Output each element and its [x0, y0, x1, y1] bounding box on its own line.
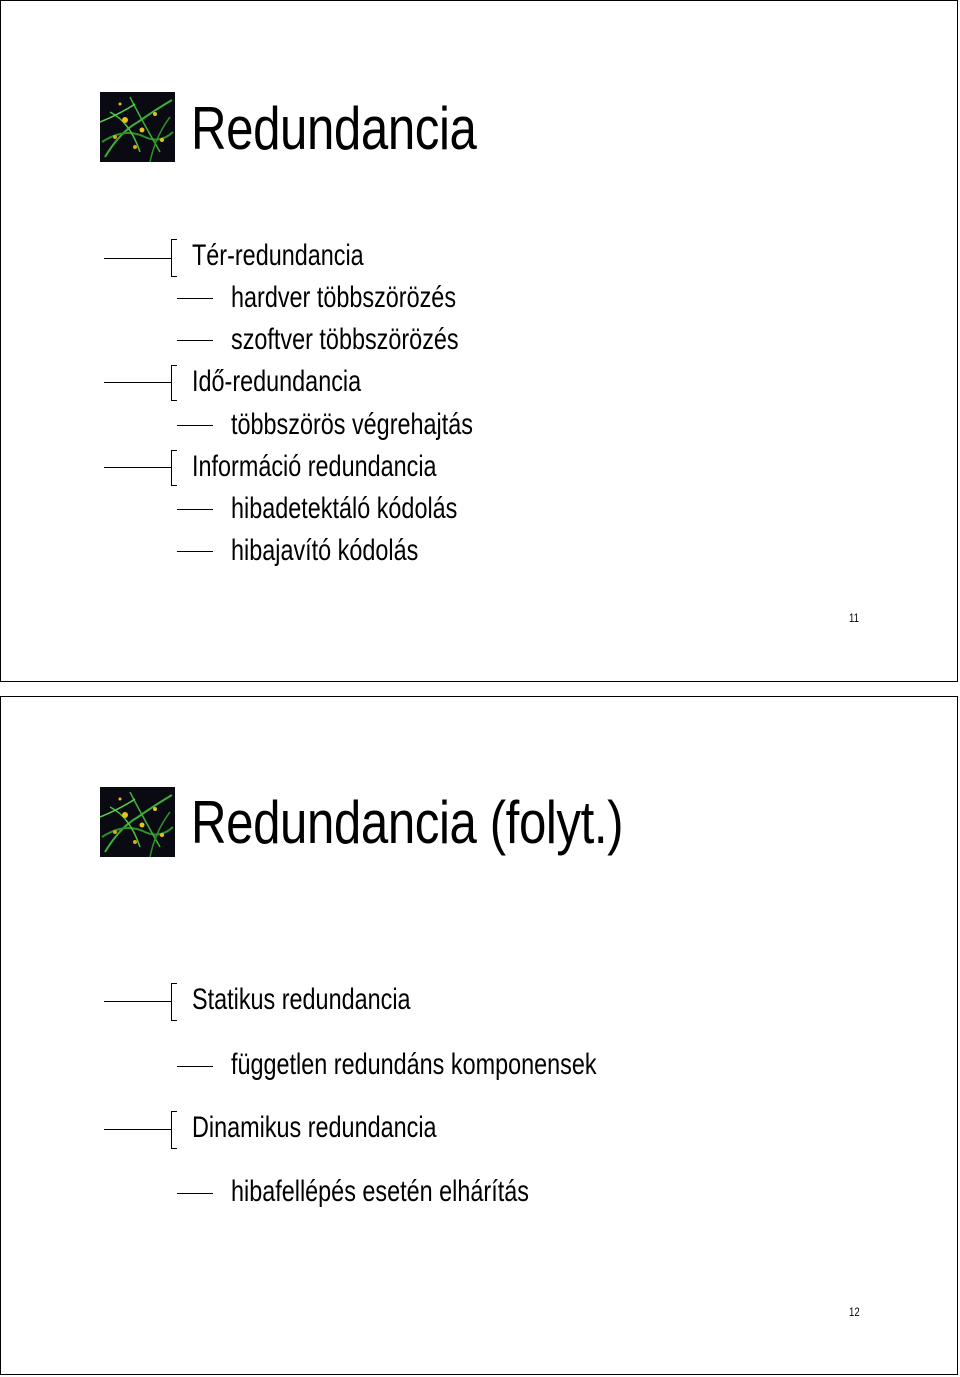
bullet-text: többszörös végrehajtás: [231, 408, 473, 441]
bullet-text: hibajavító kódolás: [231, 534, 419, 567]
bullet-text: Dinamikus redundancia: [192, 1111, 437, 1144]
connector-line: [177, 425, 213, 426]
bracket-marker: [171, 450, 177, 486]
bullet-text: Idő-redundancia: [192, 365, 362, 398]
page-number: 12: [849, 1305, 860, 1319]
bracket-marker: [171, 1111, 177, 1149]
bullet-text: Statikus redundancia: [192, 983, 411, 1016]
bullet-text: Tér-redundancia: [192, 239, 364, 272]
plant-image-icon: [100, 92, 175, 162]
bullet-text: szoftver többszörözés: [231, 323, 459, 356]
plant-image-icon: [100, 787, 175, 857]
connector-line: [177, 340, 213, 341]
connector-line: [177, 509, 213, 510]
bullet-text: hibadetektáló kódolás: [231, 492, 458, 525]
connector-line: [177, 1066, 213, 1067]
connector-line: [104, 467, 171, 468]
bracket-marker: [171, 239, 177, 277]
bracket-marker: [171, 365, 177, 401]
connector-line: [104, 1001, 171, 1002]
connector-line: [104, 1129, 171, 1130]
connector-line: [104, 382, 171, 383]
bracket-marker: [171, 983, 177, 1021]
slide-12: [0, 696, 958, 1375]
bullet-text: hardver többszörözés: [231, 281, 457, 314]
connector-line: [104, 258, 171, 259]
connector-line: [177, 551, 213, 552]
slide-11: [0, 0, 958, 682]
slide-title: Redundancia: [191, 95, 477, 162]
connector-line: [177, 1193, 213, 1194]
bullet-text: Információ redundancia: [192, 450, 437, 483]
slide-title: Redundancia (folyt.): [191, 789, 624, 856]
connector-line: [177, 298, 213, 299]
page-number: 11: [849, 611, 859, 625]
bullet-text: hibafellépés esetén elhárítás: [231, 1175, 529, 1208]
bullet-text: független redundáns komponensek: [231, 1048, 597, 1081]
